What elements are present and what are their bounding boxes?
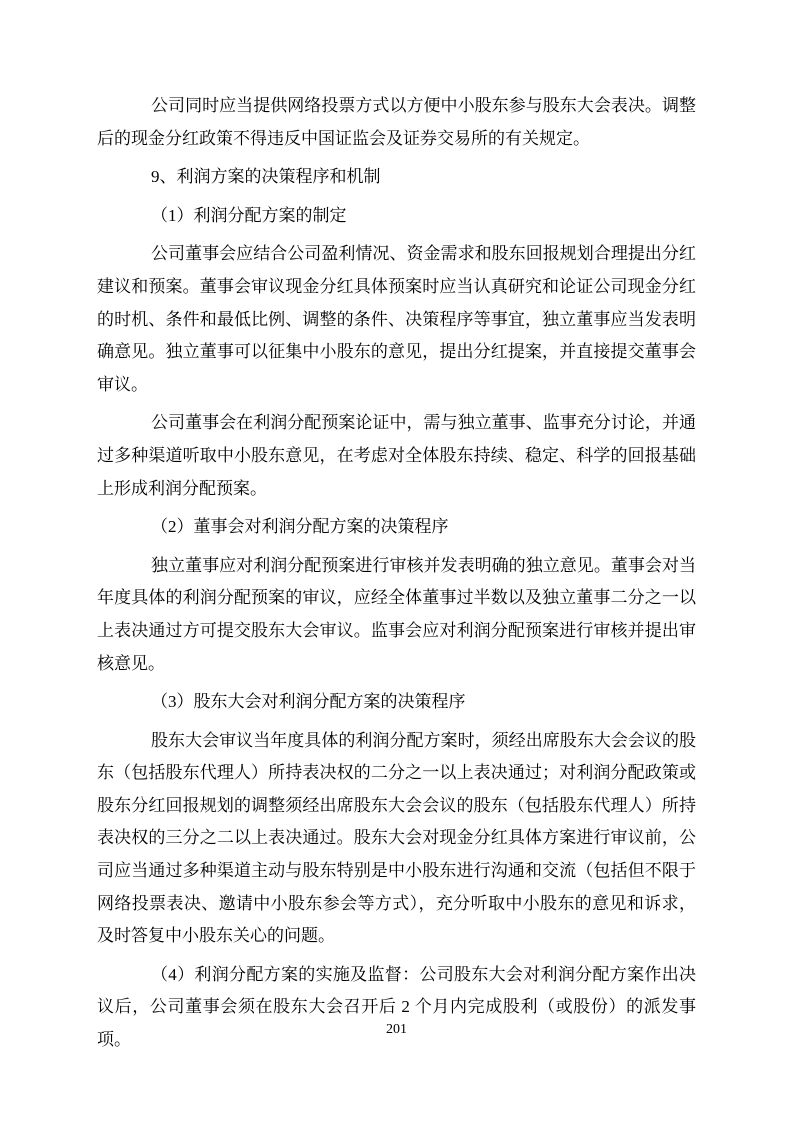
paragraph-shareholder-meeting-voting: 股东大会审议当年度具体的利润分配方案时，须经出席股东大会会议的股东（包括股东代理人）所持表决权的二分之一以上表决通过；对利润分配政策或股东分红回报规划的调整须经出席股东大会会议的股东（包括股东代理人）所持表决权的三分之二以上表决通过。股东大会对现金分红具体方案进行审议前，公司应当通过多种渠道主动与股东特别是中小股东进行沟通和交流（包括但不限于网络投票表决、邀请中小股东参会等方式），充分听取中小股东的意见和诉求，及时答复中小股东关心的问题。 (97, 730, 696, 946)
section-heading-9-profit-decision-procedure: 9、利润方案的决策程序和机制 (151, 167, 381, 187)
paragraph-network-voting: 公司同时应当提供网络投票方式以方便中小股东参与股东大会表决。调整后的现金分红政策不得违反中国证监会及证券交易所的有关规定。 (97, 96, 696, 148)
paragraph-board-discussion-with-directors: 公司董事会在利润分配预案论证中，需与独立董事、监事充分讨论，并通过多种渠道听取中小股东意见，在考虑对全体股东持续、稳定、科学的回报基础上形成利润分配预案。 (97, 413, 696, 498)
paragraph-independent-director-review: 独立董事应对利润分配预案进行审核并发表明确的独立意见。董事会对当年度具体的利润分配预案的审议，应经全体董事过半数以及独立董事二分之一以上表决通过方可提交股东大会审议。监事会应对利润分配预案进行审核并提出审核意见。 (97, 555, 696, 673)
subsection-heading-1-plan-formulation: （1）利润分配方案的制定 (151, 205, 347, 225)
paragraph-4-implementation-supervision: （4）利润分配方案的实施及监督：公司股东大会对利润分配方案作出决议后，公司董事会须在股东大会召开后 2 个月内完成股利（或股份）的派发事项。 (97, 964, 696, 1050)
document-body (97, 90, 696, 1063)
subsection-heading-3-shareholder-meeting-procedure: （3）股东大会对利润分配方案的决策程序 (151, 692, 466, 712)
subsection-heading-2-board-decision-procedure: （2）董事会对利润分配方案的决策程序 (151, 517, 449, 537)
paragraph-board-dividend-proposal: 公司董事会应结合公司盈利情况、资金需求和股东回报规划合理提出分红建议和预案。董事会审议现金分红具体预案时应当认真研究和论证公司现金分红的时机、条件和最低比例、调整的条件、决策程序等事宜，独立董事应当发表明确意见。独立董事可以征集中小股东的意见，提出分红提案，并直接提交董事会审议。 (97, 244, 696, 394)
page-number: 201 (386, 1022, 407, 1037)
